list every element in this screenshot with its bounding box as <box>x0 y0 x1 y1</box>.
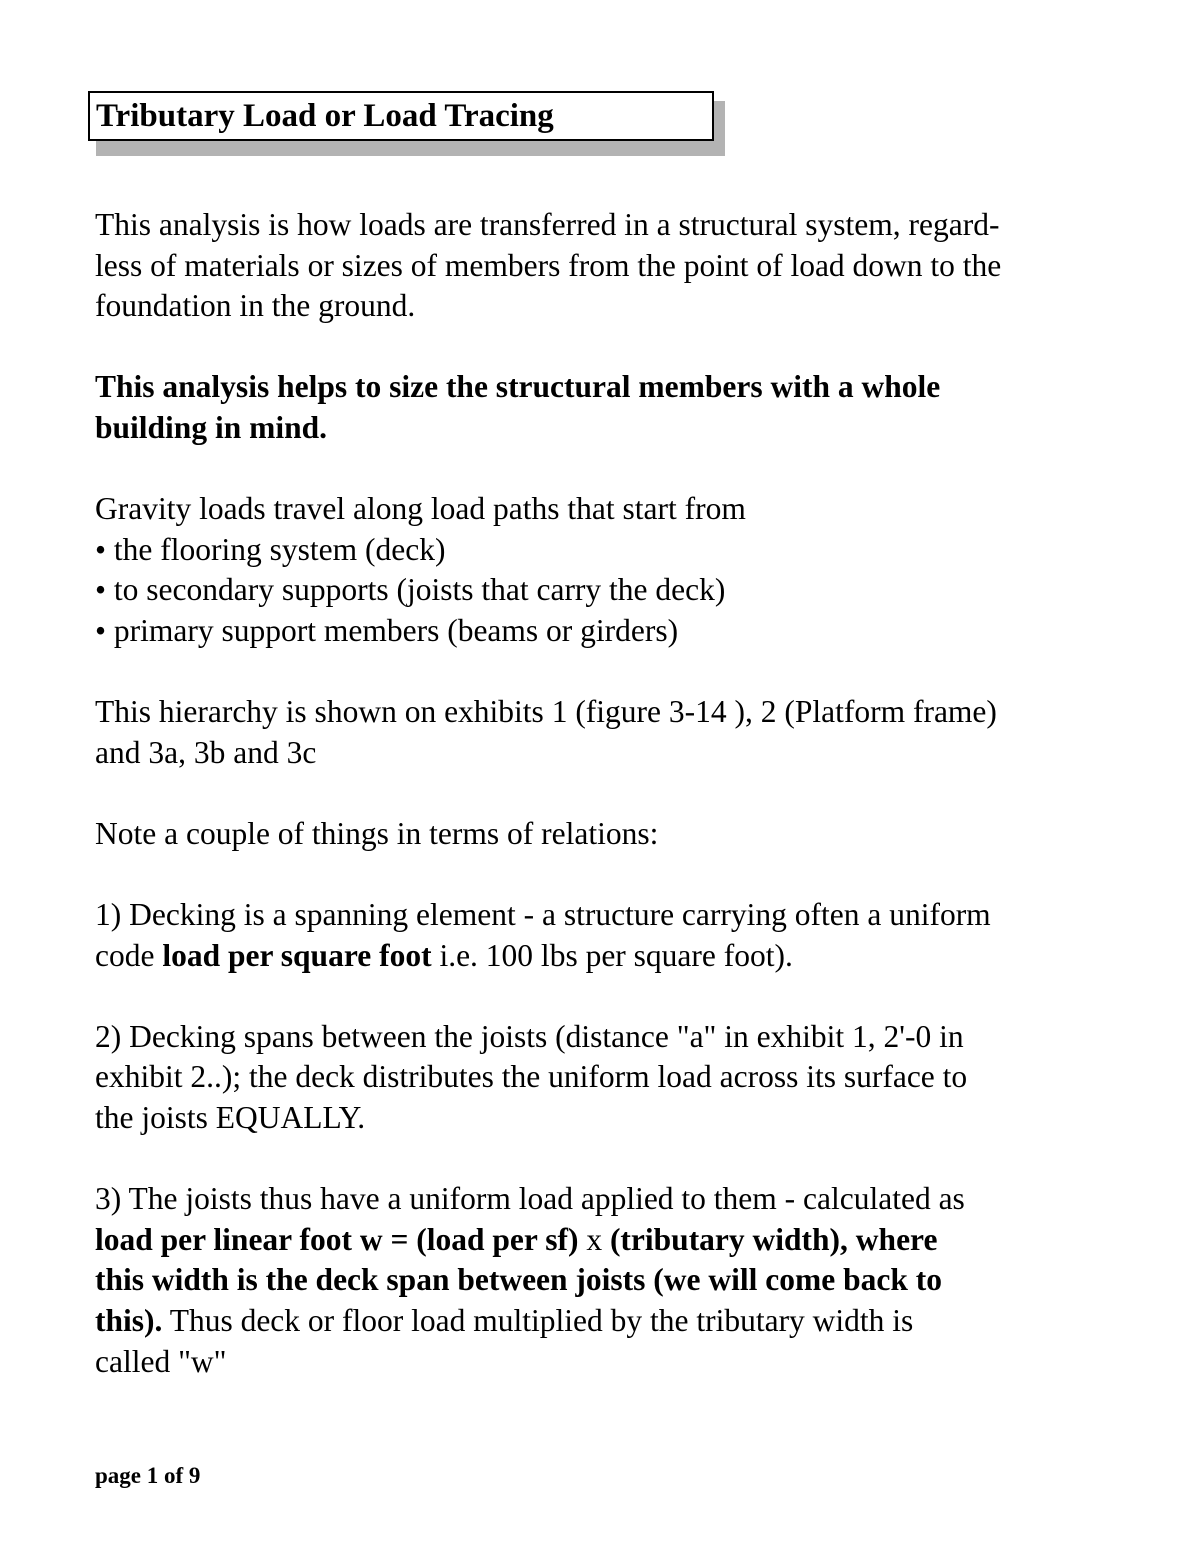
item-1-line-1: 1) Decking is a spanning element - a structure carrying often a uniform <box>95 897 991 933</box>
gravity-bullet-joists: • to secondary supports (joists that carry the deck) <box>95 572 726 608</box>
emphasis-paragraph <box>95 367 1125 448</box>
title-box <box>88 91 714 141</box>
document-title: Tributary Load or Load Tracing <box>96 98 554 134</box>
item-2-line-3: the joists EQUALLY. <box>95 1100 366 1136</box>
hierarchy-paragraph <box>95 692 1125 773</box>
intro-line-1: This analysis is how loads are transferred in a structural system, regard- <box>95 207 1000 242</box>
hierarchy-line-2: and 3a, 3b and 3c <box>95 734 317 770</box>
item-2-paragraph <box>95 1017 1125 1139</box>
item-1-load-per-square-foot: load per square foot <box>162 937 432 973</box>
item-3-line-5: called "w" <box>95 1343 227 1379</box>
item-3-formula-times: x <box>578 1221 610 1257</box>
item-1-line-2-tail: i.e. 100 lbs per square foot). <box>431 937 793 973</box>
note-paragraph <box>95 814 1125 855</box>
item-3-line-3: this width is the deck span between joists (we will come back to <box>95 1262 942 1298</box>
intro-line-2: less of materials or sizes of members from the point of load down to the <box>95 247 1002 283</box>
item-3-formula-lead: load per linear foot w = (load per sf) <box>95 1221 579 1257</box>
item-1-line-2 <box>95 936 1125 977</box>
gravity-bullet-deck: • the flooring system (deck) <box>95 531 446 567</box>
item-1-line-2-lead: code <box>95 937 163 973</box>
item-1-paragraph <box>95 895 1125 976</box>
emphasis-line-1: This analysis helps to size the structural members with a whole <box>95 369 941 405</box>
item-2-line-2: exhibit 2..); the deck distributes the uniform load across its surface to <box>95 1059 968 1095</box>
item-3-formula-tail: (tributary width), where <box>609 1221 938 1257</box>
item-3-paragraph <box>95 1179 1125 1382</box>
hierarchy-line-1: This hierarchy is shown on exhibits 1 (figure 3-14 ), 2 (Platform frame) <box>95 694 997 730</box>
emphasis-line-2: building in mind. <box>95 409 328 445</box>
intro-line-3: foundation in the ground. <box>95 288 416 324</box>
document-body <box>95 205 1125 1382</box>
gravity-lead: Gravity loads travel along load paths that start from <box>95 491 746 527</box>
note-line: Note a couple of things in terms of relations: <box>95 815 659 851</box>
item-3-line-4 <box>95 1301 1125 1342</box>
item-2-line-1: 2) Decking spans between the joists (distance "a" in exhibit 1, 2'-0 in <box>95 1018 964 1054</box>
gravity-paragraph <box>95 489 1125 651</box>
item-3-line-2 <box>95 1220 1125 1261</box>
item-3-line-4-bold: this). <box>95 1303 163 1339</box>
intro-paragraph <box>95 205 1125 327</box>
item-3-line-1: 3) The joists thus have a uniform load applied to them - calculated as <box>95 1181 965 1217</box>
gravity-bullet-beams: • primary support members (beams or girders) <box>95 612 679 648</box>
item-3-line-4-tail: Thus deck or floor load multiplied by the tributary width is <box>162 1303 914 1339</box>
page-number: page 1 of 9 <box>95 1463 201 1488</box>
